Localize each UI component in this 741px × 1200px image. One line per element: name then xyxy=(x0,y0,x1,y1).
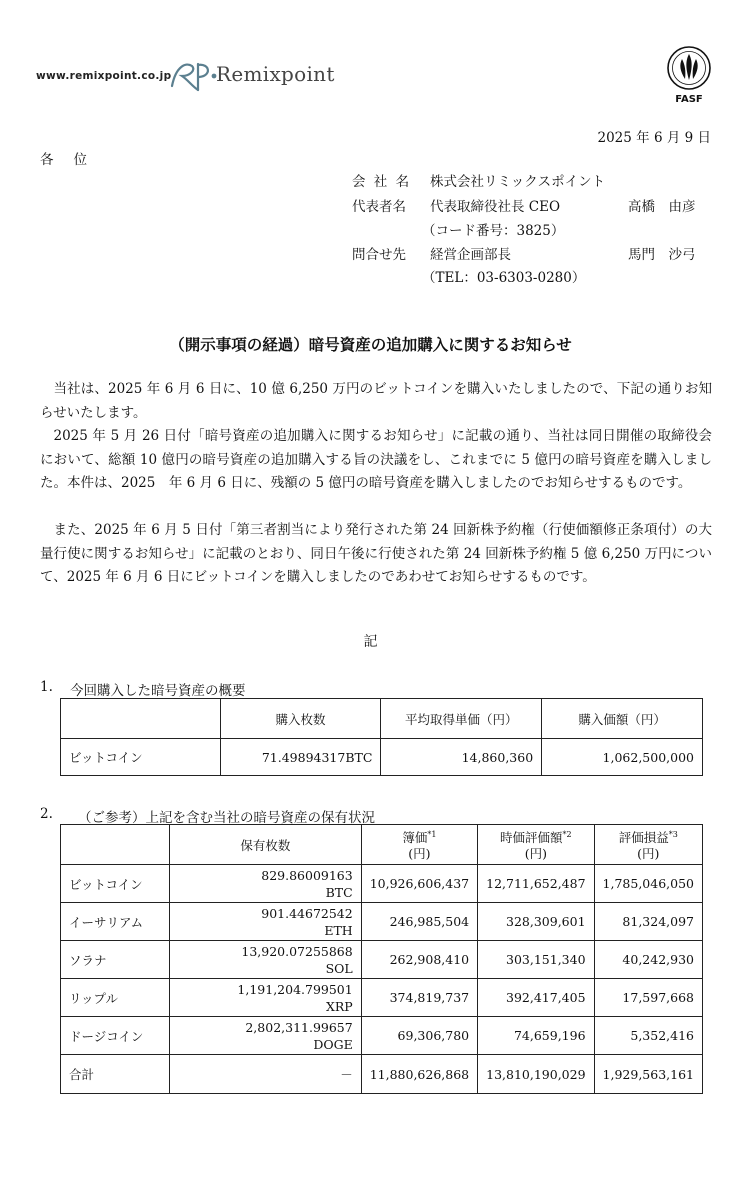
representative-label: 代表者名 xyxy=(352,199,406,215)
section2-number: 2. xyxy=(40,806,53,822)
representative-name: 高橋 由彦 xyxy=(628,199,696,215)
purchase-table xyxy=(60,698,703,776)
remixpoint-logo-icon xyxy=(168,58,220,94)
body-paragraph-1: 当社は、2025 年 6 月 6 日に、10 億 6,250 万円のビットコインを購入いたしましたので、下記の通りお知らせいたします。 xyxy=(40,381,712,421)
fasf-seal-label: FASF xyxy=(675,94,703,105)
addressee: 各位 xyxy=(40,152,107,168)
holdings-header-book-label: 簿価 xyxy=(402,830,428,846)
purchase-header-unit-price: 平均取得単価（円） xyxy=(381,699,542,739)
holding-qty xyxy=(169,941,361,979)
total-pl: 1,929,563,161 xyxy=(594,1055,702,1094)
table-row xyxy=(61,739,703,776)
holding-market: 74,659,196 xyxy=(478,1017,594,1055)
contact-tel: （TEL：03-6303-0280） xyxy=(422,270,586,286)
section2-title: （ご参考）上記を含む当社の暗号資産の保有状況 xyxy=(78,810,375,826)
holding-pl: 81,324,097 xyxy=(594,903,702,941)
holdings-table xyxy=(60,824,703,1094)
section1-title: 今回購入した暗号資産の概要 xyxy=(70,683,246,699)
holdings-header-pl-note: *3 xyxy=(668,829,678,839)
holdings-header-book-unit: (円) xyxy=(408,846,431,862)
holdings-header-pl-unit: (円) xyxy=(637,846,660,862)
holding-qty-symbol: ETH xyxy=(324,922,353,938)
holding-qty xyxy=(169,903,361,941)
holding-book: 246,985,504 xyxy=(361,903,477,941)
contact-department: 経営企画部長 xyxy=(430,247,511,263)
representative-title: 代表取締役社長 CEO xyxy=(430,199,561,215)
holding-qty-value: 13,920.07255868 xyxy=(241,943,353,959)
table-row xyxy=(61,903,703,941)
table-row-total xyxy=(61,1055,703,1094)
purchase-header-amount: 購入価額（円） xyxy=(542,699,703,739)
holding-qty-symbol: BTC xyxy=(325,884,353,900)
holdings-header-book-note: *1 xyxy=(427,829,437,839)
purchase-header-qty: 購入枚数 xyxy=(220,699,381,739)
holdings-table-header xyxy=(61,825,703,865)
stock-code: （コード番号：3825） xyxy=(422,223,565,239)
total-market: 13,810,190,029 xyxy=(478,1055,594,1094)
brand-name: Remixpoint xyxy=(216,62,335,86)
purchase-asset-name: ビットコイン xyxy=(61,739,221,776)
holding-qty-value: 1,191,204.799501 xyxy=(237,981,353,997)
holding-qty xyxy=(169,865,361,903)
company-name-label: 会 社 名 xyxy=(352,174,412,190)
contact-label: 問合せ先 xyxy=(352,247,406,263)
holdings-header-pl xyxy=(594,825,702,865)
holdings-header-market xyxy=(478,825,594,865)
holdings-header-market-label: 時価評価額 xyxy=(500,830,563,846)
body-paragraph-2: 2025 年 5 月 26 日付「暗号資産の追加購入に関するお知らせ」に記載の通り、当社は同日開催の取締役会において、総額 10 億円の暗号資産の追加購入する旨の決議をし、これまでに 5 億円の暗号資産を購入しました。本件は、2025 年 6 月 6 日に、残額の 5 億円の暗号資産を購入しましたのでお知らせするものです。 xyxy=(40,428,712,491)
holding-book: 374,819,737 xyxy=(361,979,477,1017)
holding-asset-name: リップル xyxy=(61,979,170,1017)
purchase-unit-price: 14,860,360 xyxy=(381,739,542,776)
holding-pl: 17,597,668 xyxy=(594,979,702,1017)
body-paragraph-3: また、2025 年 6 月 5 日付「第三者割当により発行された第 24 回新株予約権（行使価額修正条項付）の大量行使に関するお知らせ」に記載のとおり、同日午後に行使された第 24 回新株予約権 5 億 6,250 万円について、2025 年 6 月 6 日にビットコインを購入しましたのであわせてお知らせするものです。 xyxy=(40,522,712,585)
purchase-amount: 1,062,500,000 xyxy=(542,739,703,776)
fasf-seal-icon xyxy=(666,42,712,108)
document-date: 2025 年 6 月 9 日 xyxy=(597,130,711,146)
holding-market: 328,309,601 xyxy=(478,903,594,941)
holding-qty-value: 829.86009163 xyxy=(261,867,353,883)
holding-market: 392,417,405 xyxy=(478,979,594,1017)
total-label: 合計 xyxy=(61,1055,170,1094)
holding-asset-name: イーサリアム xyxy=(61,903,170,941)
holding-pl: 5,352,416 xyxy=(594,1017,702,1055)
holding-pl: 40,242,930 xyxy=(594,941,702,979)
holding-asset-name: ソラナ xyxy=(61,941,170,979)
holding-qty-value: 901.44672542 xyxy=(261,905,353,921)
ki-heading: 記 xyxy=(363,634,378,650)
purchase-table-header xyxy=(61,699,703,739)
holding-qty xyxy=(169,1017,361,1055)
site-url[interactable]: www.remixpoint.co.jp xyxy=(36,70,172,82)
holdings-header-qty: 保有枚数 xyxy=(169,825,361,865)
holding-qty-symbol: XRP xyxy=(325,998,353,1014)
total-qty: － xyxy=(169,1055,361,1094)
holding-qty-value: 2,802,311.99657 xyxy=(245,1019,353,1035)
table-row xyxy=(61,865,703,903)
holding-asset-name: ビットコイン xyxy=(61,865,170,903)
holdings-header-pl-label: 評価損益 xyxy=(618,830,669,846)
holding-book: 69,306,780 xyxy=(361,1017,477,1055)
holding-asset-name: ドージコイン xyxy=(61,1017,170,1055)
contact-name: 馬門 沙弓 xyxy=(628,247,696,263)
table-row xyxy=(61,979,703,1017)
holdings-header-empty xyxy=(61,825,170,865)
purchase-qty: 71.49894317BTC xyxy=(220,739,381,776)
page-title: （開示事項の経過）暗号資産の追加購入に関するお知らせ xyxy=(169,335,572,354)
purchase-header-empty xyxy=(61,699,221,739)
section1-number: 1. xyxy=(40,679,53,695)
holding-qty xyxy=(169,979,361,1017)
holding-market: 12,711,652,487 xyxy=(478,865,594,903)
holding-pl: 1,785,046,050 xyxy=(594,865,702,903)
holding-qty-symbol: DOGE xyxy=(313,1036,353,1052)
holdings-header-market-unit: (円) xyxy=(524,846,547,862)
table-row xyxy=(61,1017,703,1055)
total-book: 11,880,626,868 xyxy=(361,1055,477,1094)
company-name: 株式会社リミックスポイント xyxy=(430,174,606,190)
holdings-header-book xyxy=(361,825,477,865)
holding-book: 262,908,410 xyxy=(361,941,477,979)
holding-market: 303,151,340 xyxy=(478,941,594,979)
table-row xyxy=(61,941,703,979)
holding-qty-symbol: SOL xyxy=(325,960,353,976)
holdings-header-market-note: *2 xyxy=(562,829,572,839)
holding-book: 10,926,606,437 xyxy=(361,865,477,903)
